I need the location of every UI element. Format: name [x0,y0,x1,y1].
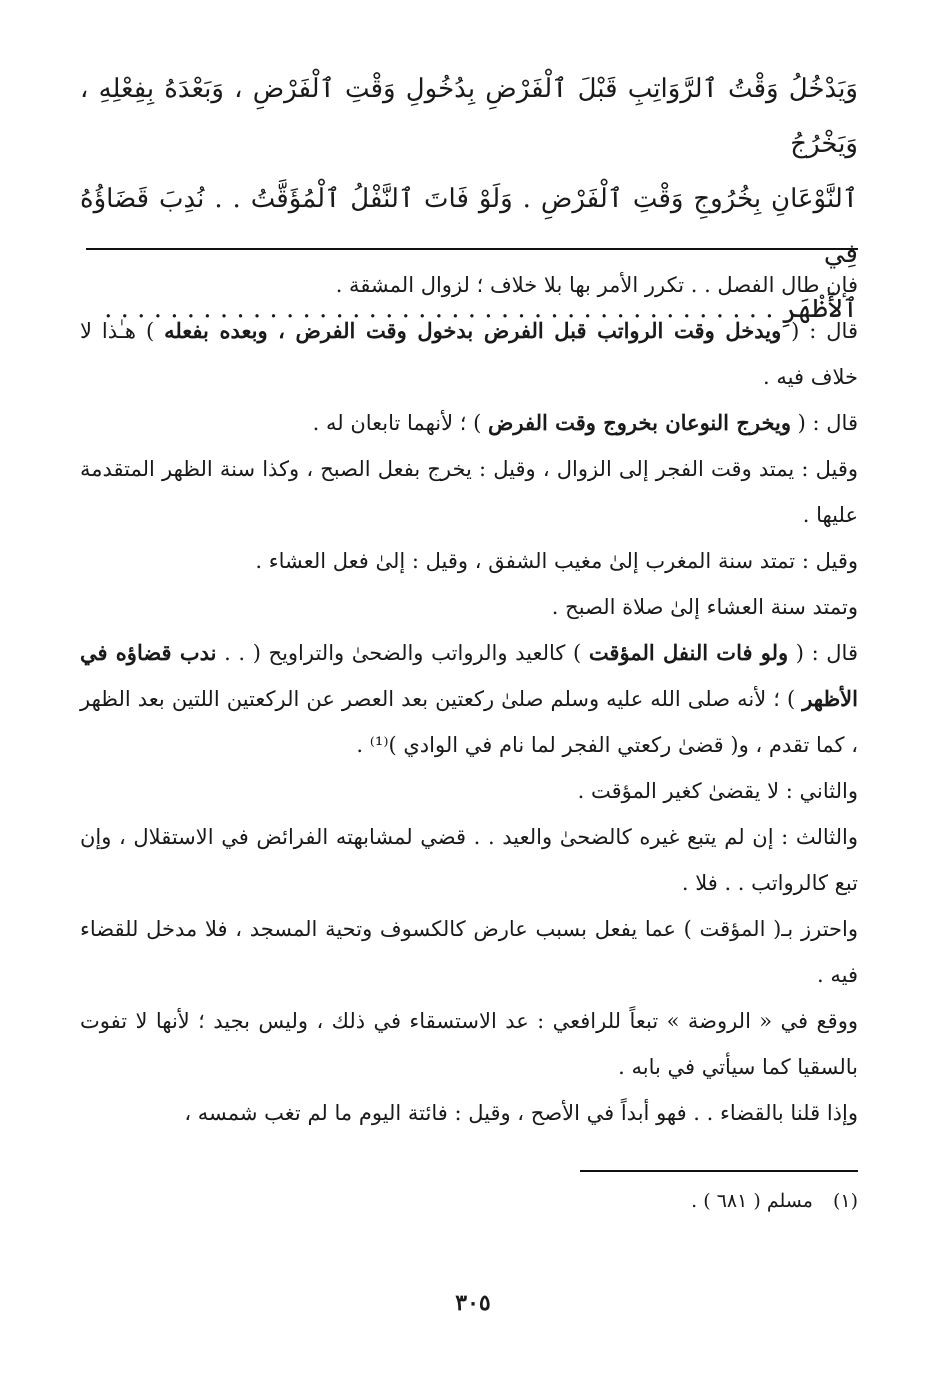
commentary-paragraph [80,1090,858,1136]
footnote-text: مسلم ( ٦٨١ ) . [691,1190,813,1212]
commentary-paragraph [80,446,858,538]
footnote-separator-rule [580,1170,858,1172]
quoted-matn-text: ويخرج النوعان بخروج وقت الفرض [487,410,791,435]
quoted-matn-text: ويدخل وقت الرواتب قبل الفرض بدخول وقت الفرض ، وبعده بفعله [164,318,782,343]
commentary-text: والثالث : إن لم يتبع غيره كالضحىٰ والعيد . . قضي لمشابهته الفرائض في الاستقلال ، وإن تبع كالرواتب . . فلا . [80,825,858,895]
quoted-matn-text: ولو فات النفل المؤقت [588,640,789,665]
commentary-paragraph [80,538,858,584]
commentary-paragraph [80,630,858,768]
matn-line-2: ٱلنَّوْعَانِ بِخُرُوجِ وَقْتِ ٱلْفَرْضِ . وَلَوْ فَاتَ ٱلنَّفْلُ ٱلْمُؤَقَّتُ . . نُدِبَ قَضَاؤُهُ فِي [80,184,858,269]
matn-line-3: ٱلأَظْهَرِ . . . . . . . . . . . . . . . . . . . . . . . . . . . . . . . . . . . . . . . . . [104,294,858,324]
commentary-text: ) كالعيد والرواتب والضحىٰ والتراويح ( . . [216,641,589,665]
commentary-text: ) هـٰذا لا خلاف فيه . [80,319,858,389]
commentary-text: وقيل : تمتد سنة المغرب إلىٰ مغيب الشفق ، وقيل : إلىٰ فعل العشاء . [255,549,858,573]
commentary-text: قال : ( [781,319,858,343]
commentary-paragraph [80,906,858,998]
page-number: ٣٠٥ [455,1290,491,1316]
footnote [691,1190,858,1212]
matn-line-1: وَيَدْخُلُ وَقْتُ ٱلرَّوَاتِبِ قَبْلَ ٱلْفَرْضِ بِدُخُولِ وَقْتِ ٱلْفَرْضِ ، وَبَعْدَهُ بِفِعْلِهِ ، وَيَخْرُجُ [80,74,858,159]
commentary-paragraph [80,262,858,308]
commentary-text: وتمتد سنة العشاء إلىٰ صلاة الصبح . [551,595,858,619]
commentary-text: قال : ( [791,411,858,435]
commentary-text: واحترز بـ( المؤقت ) عما يفعل بسبب عارض كالكسوف وتحية المسجد ، فلا مدخل للقضاء فيه . [80,917,858,987]
commentary-text: وقيل : يمتد وقت الفجر إلى الزوال ، وقيل : يخرج بفعل الصبح ، وكذا سنة الظهر المتقدمة عليها . [80,457,858,527]
footnote-number: (١) [832,1190,858,1212]
commentary-text: وإذا قلنا بالقضاء . . فهو أبداً في الأصح ، وقيل : فائتة اليوم ما لم تغب شمسه ، [184,1101,858,1125]
commentary-text-block [80,262,858,1136]
commentary-paragraph [80,814,858,906]
commentary-paragraph [80,308,858,400]
commentary-paragraph [80,400,858,446]
commentary-paragraph [80,768,858,814]
commentary-text: والثاني : لا يقضىٰ كغير المؤقت . [577,779,858,803]
commentary-text: ) ؛ لأنهما تابعان له . [312,411,488,435]
commentary-text: ) ؛ لأنه صلى الله عليه وسلم صلىٰ ركعتين بعد العصر عن الركعتين اللتين بعد الظهر ، كما تقدم ، و( قضىٰ ركعتي الفجر لما نام في الوادي )⁽¹⁾ . [80,687,858,757]
matn-separator-rule [86,248,858,250]
commentary-paragraph [80,584,858,630]
commentary-text: فإن طال الفصل . . تكرر الأمر بها بلا خلاف ؛ لزوال المشقة . [335,273,858,297]
commentary-text: قال : ( [788,641,858,665]
commentary-text: ووقع في « الروضة » تبعاً للرافعي : عد الاستسقاء في ذلك ، وليس بجيد ؛ لأنها لا تفوت بالسقيا كما سيأتي في بابه . [80,1009,858,1079]
quoted-matn-text: ندب قضاؤه في الأظهر [80,640,858,711]
commentary-paragraph [80,998,858,1090]
